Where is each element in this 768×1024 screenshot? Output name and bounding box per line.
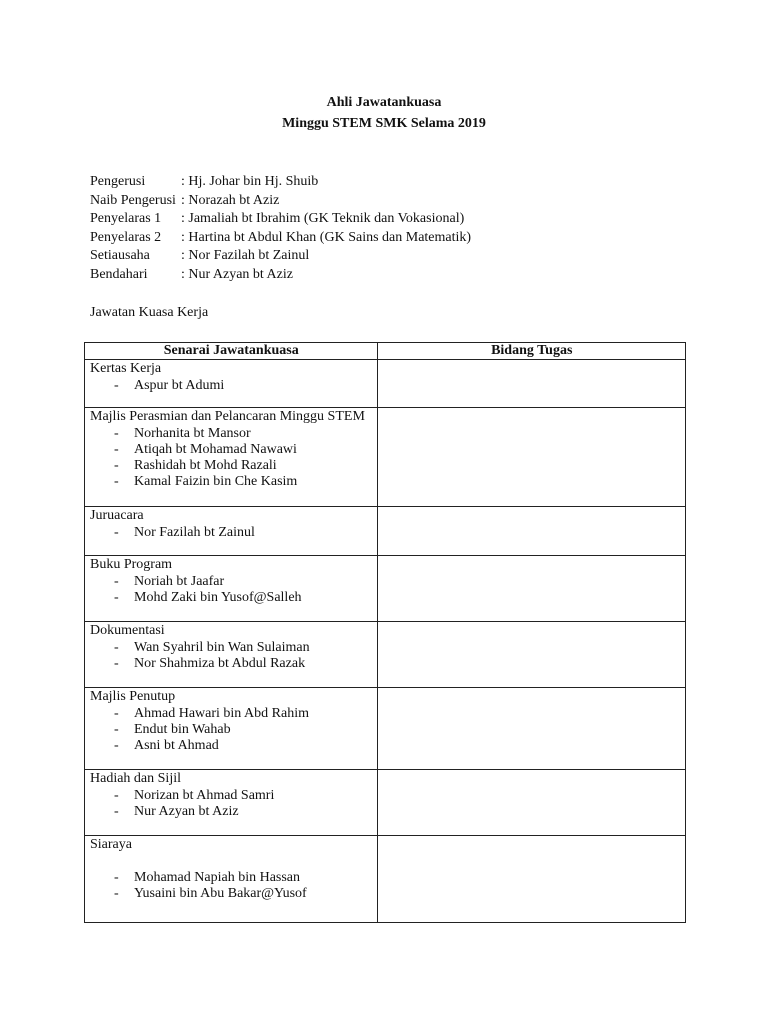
member-name: Ahmad Hawari bin Abd Rahim xyxy=(134,705,309,721)
member-item xyxy=(90,426,377,442)
officer-role: Naib Pengerusi xyxy=(90,192,176,208)
duties-cell xyxy=(378,622,686,688)
officer-row xyxy=(90,266,690,285)
duties-cell xyxy=(378,770,686,836)
member-name: Norhanita bt Mansor xyxy=(134,425,251,441)
dash-bullet: - xyxy=(114,738,119,754)
table-row xyxy=(85,622,686,688)
table-row xyxy=(85,408,686,507)
member-item xyxy=(90,525,377,541)
committee-cell xyxy=(85,622,378,688)
officer-name: : Nur Azyan bt Aziz xyxy=(181,266,293,282)
blank-line xyxy=(90,854,377,870)
dash-bullet: - xyxy=(114,524,119,540)
member-name: Mohamad Napiah bin Hassan xyxy=(134,869,301,885)
table-header-row xyxy=(85,343,686,360)
member-item xyxy=(90,442,377,458)
table-row xyxy=(85,556,686,622)
committee-cell xyxy=(85,688,378,770)
dash-bullet: - xyxy=(114,886,119,902)
officer-name: : Nor Fazilah bt Zainul xyxy=(181,248,310,264)
committee-cell xyxy=(85,507,378,556)
header-committee-list: Senarai Jawatankuasa xyxy=(85,343,378,360)
duties-cell xyxy=(378,408,686,507)
dash-bullet: - xyxy=(114,639,119,655)
member-item xyxy=(90,804,377,820)
committee-name: Kertas Kerja xyxy=(90,361,162,377)
member-item xyxy=(90,870,377,886)
member-item xyxy=(90,706,377,722)
dash-bullet: - xyxy=(114,377,119,393)
member-item xyxy=(90,378,377,394)
dash-bullet: - xyxy=(114,573,119,589)
member-item xyxy=(90,656,377,672)
committee-name: Juruacara xyxy=(90,508,144,524)
member-item xyxy=(90,590,377,606)
member-item xyxy=(90,738,377,754)
member-name: Aspur bt Adumi xyxy=(134,377,225,393)
header-duties: Bidang Tugas xyxy=(378,343,686,360)
title-line-2: Minggu STEM SMK Selama 2019 xyxy=(282,116,486,131)
member-item xyxy=(90,458,377,474)
officer-row xyxy=(90,229,690,248)
member-name: Mohd Zaki bin Yusof@Salleh xyxy=(134,589,302,605)
officer-row xyxy=(90,247,690,266)
duties-cell xyxy=(378,360,686,408)
work-committee-label: Jawatan Kuasa Kerja xyxy=(90,305,209,320)
member-name: Kamal Faizin bin Che Kasim xyxy=(134,474,298,490)
committee-cell xyxy=(85,408,378,507)
committee-name: Siaraya xyxy=(90,837,132,853)
dash-bullet: - xyxy=(114,589,119,605)
dash-bullet: - xyxy=(114,787,119,803)
dash-bullet: - xyxy=(114,705,119,721)
member-name: Noriah bt Jaafar xyxy=(134,573,225,589)
table-row xyxy=(85,507,686,556)
committee-name: Majlis Penutup xyxy=(90,689,176,705)
committee-table xyxy=(84,342,686,923)
committee-cell xyxy=(85,770,378,836)
member-name: Asni bt Ahmad xyxy=(134,738,219,754)
committee-name: Hadiah dan Sijil xyxy=(90,771,181,787)
officer-name: : Hartina bt Abdul Khan (GK Sains dan Matematik) xyxy=(181,229,472,245)
officer-name: : Hj. Johar bin Hj. Shuib xyxy=(181,174,319,189)
member-name: Rashidah bt Mohd Razali xyxy=(134,458,277,474)
duties-cell xyxy=(378,507,686,556)
dash-bullet: - xyxy=(114,458,119,474)
officer-row xyxy=(90,210,690,229)
member-item xyxy=(90,574,377,590)
committee-name: Buku Program xyxy=(90,557,173,573)
table-row xyxy=(85,836,686,923)
duties-cell xyxy=(378,556,686,622)
officer-row xyxy=(90,173,690,192)
duties-cell xyxy=(378,688,686,770)
table-row xyxy=(85,770,686,836)
member-name: Atiqah bt Mohamad Nawawi xyxy=(134,441,297,457)
member-item xyxy=(90,886,377,902)
member-item xyxy=(90,722,377,738)
member-name: Nur Azyan bt Aziz xyxy=(134,803,239,819)
title-line-1: Ahli Jawatankuasa xyxy=(326,95,442,110)
officer-name: : Norazah bt Aziz xyxy=(181,192,280,208)
member-name: Wan Syahril bin Wan Sulaiman xyxy=(134,639,310,655)
member-item xyxy=(90,640,377,656)
member-name: Yusaini bin Abu Bakar@Yusof xyxy=(134,886,307,902)
dash-bullet: - xyxy=(114,721,119,737)
document-title xyxy=(0,92,768,134)
dash-bullet: - xyxy=(114,869,119,885)
officer-role: Penyelaras 1 xyxy=(90,211,162,227)
officer-role: Pengerusi xyxy=(90,174,146,189)
officer-role: Bendahari xyxy=(90,266,148,282)
officer-role: Setiausaha xyxy=(90,248,150,264)
officer-name: : Jamaliah bt Ibrahim (GK Teknik dan Vokasional) xyxy=(181,211,465,227)
officer-row xyxy=(90,192,690,211)
member-name: Nor Fazilah bt Zainul xyxy=(134,524,255,540)
dash-bullet: - xyxy=(114,425,119,441)
dash-bullet: - xyxy=(114,655,119,671)
table-row xyxy=(85,688,686,770)
member-name: Endut bin Wahab xyxy=(134,721,231,737)
officer-list xyxy=(90,173,690,285)
member-item xyxy=(90,788,377,804)
committee-cell xyxy=(85,556,378,622)
committee-cell xyxy=(85,360,378,408)
dash-bullet: - xyxy=(114,474,119,490)
committee-name: Majlis Perasmian dan Pelancaran Minggu STEM xyxy=(90,409,365,425)
duties-cell xyxy=(378,836,686,923)
officer-role: Penyelaras 2 xyxy=(90,229,162,245)
member-name: Nor Shahmiza bt Abdul Razak xyxy=(134,655,306,671)
dash-bullet: - xyxy=(114,441,119,457)
member-name: Norizan bt Ahmad Samri xyxy=(134,787,275,803)
table-row xyxy=(85,360,686,408)
committee-cell xyxy=(85,836,378,923)
committee-name: Dokumentasi xyxy=(90,623,165,639)
member-item xyxy=(90,474,377,490)
dash-bullet: - xyxy=(114,803,119,819)
